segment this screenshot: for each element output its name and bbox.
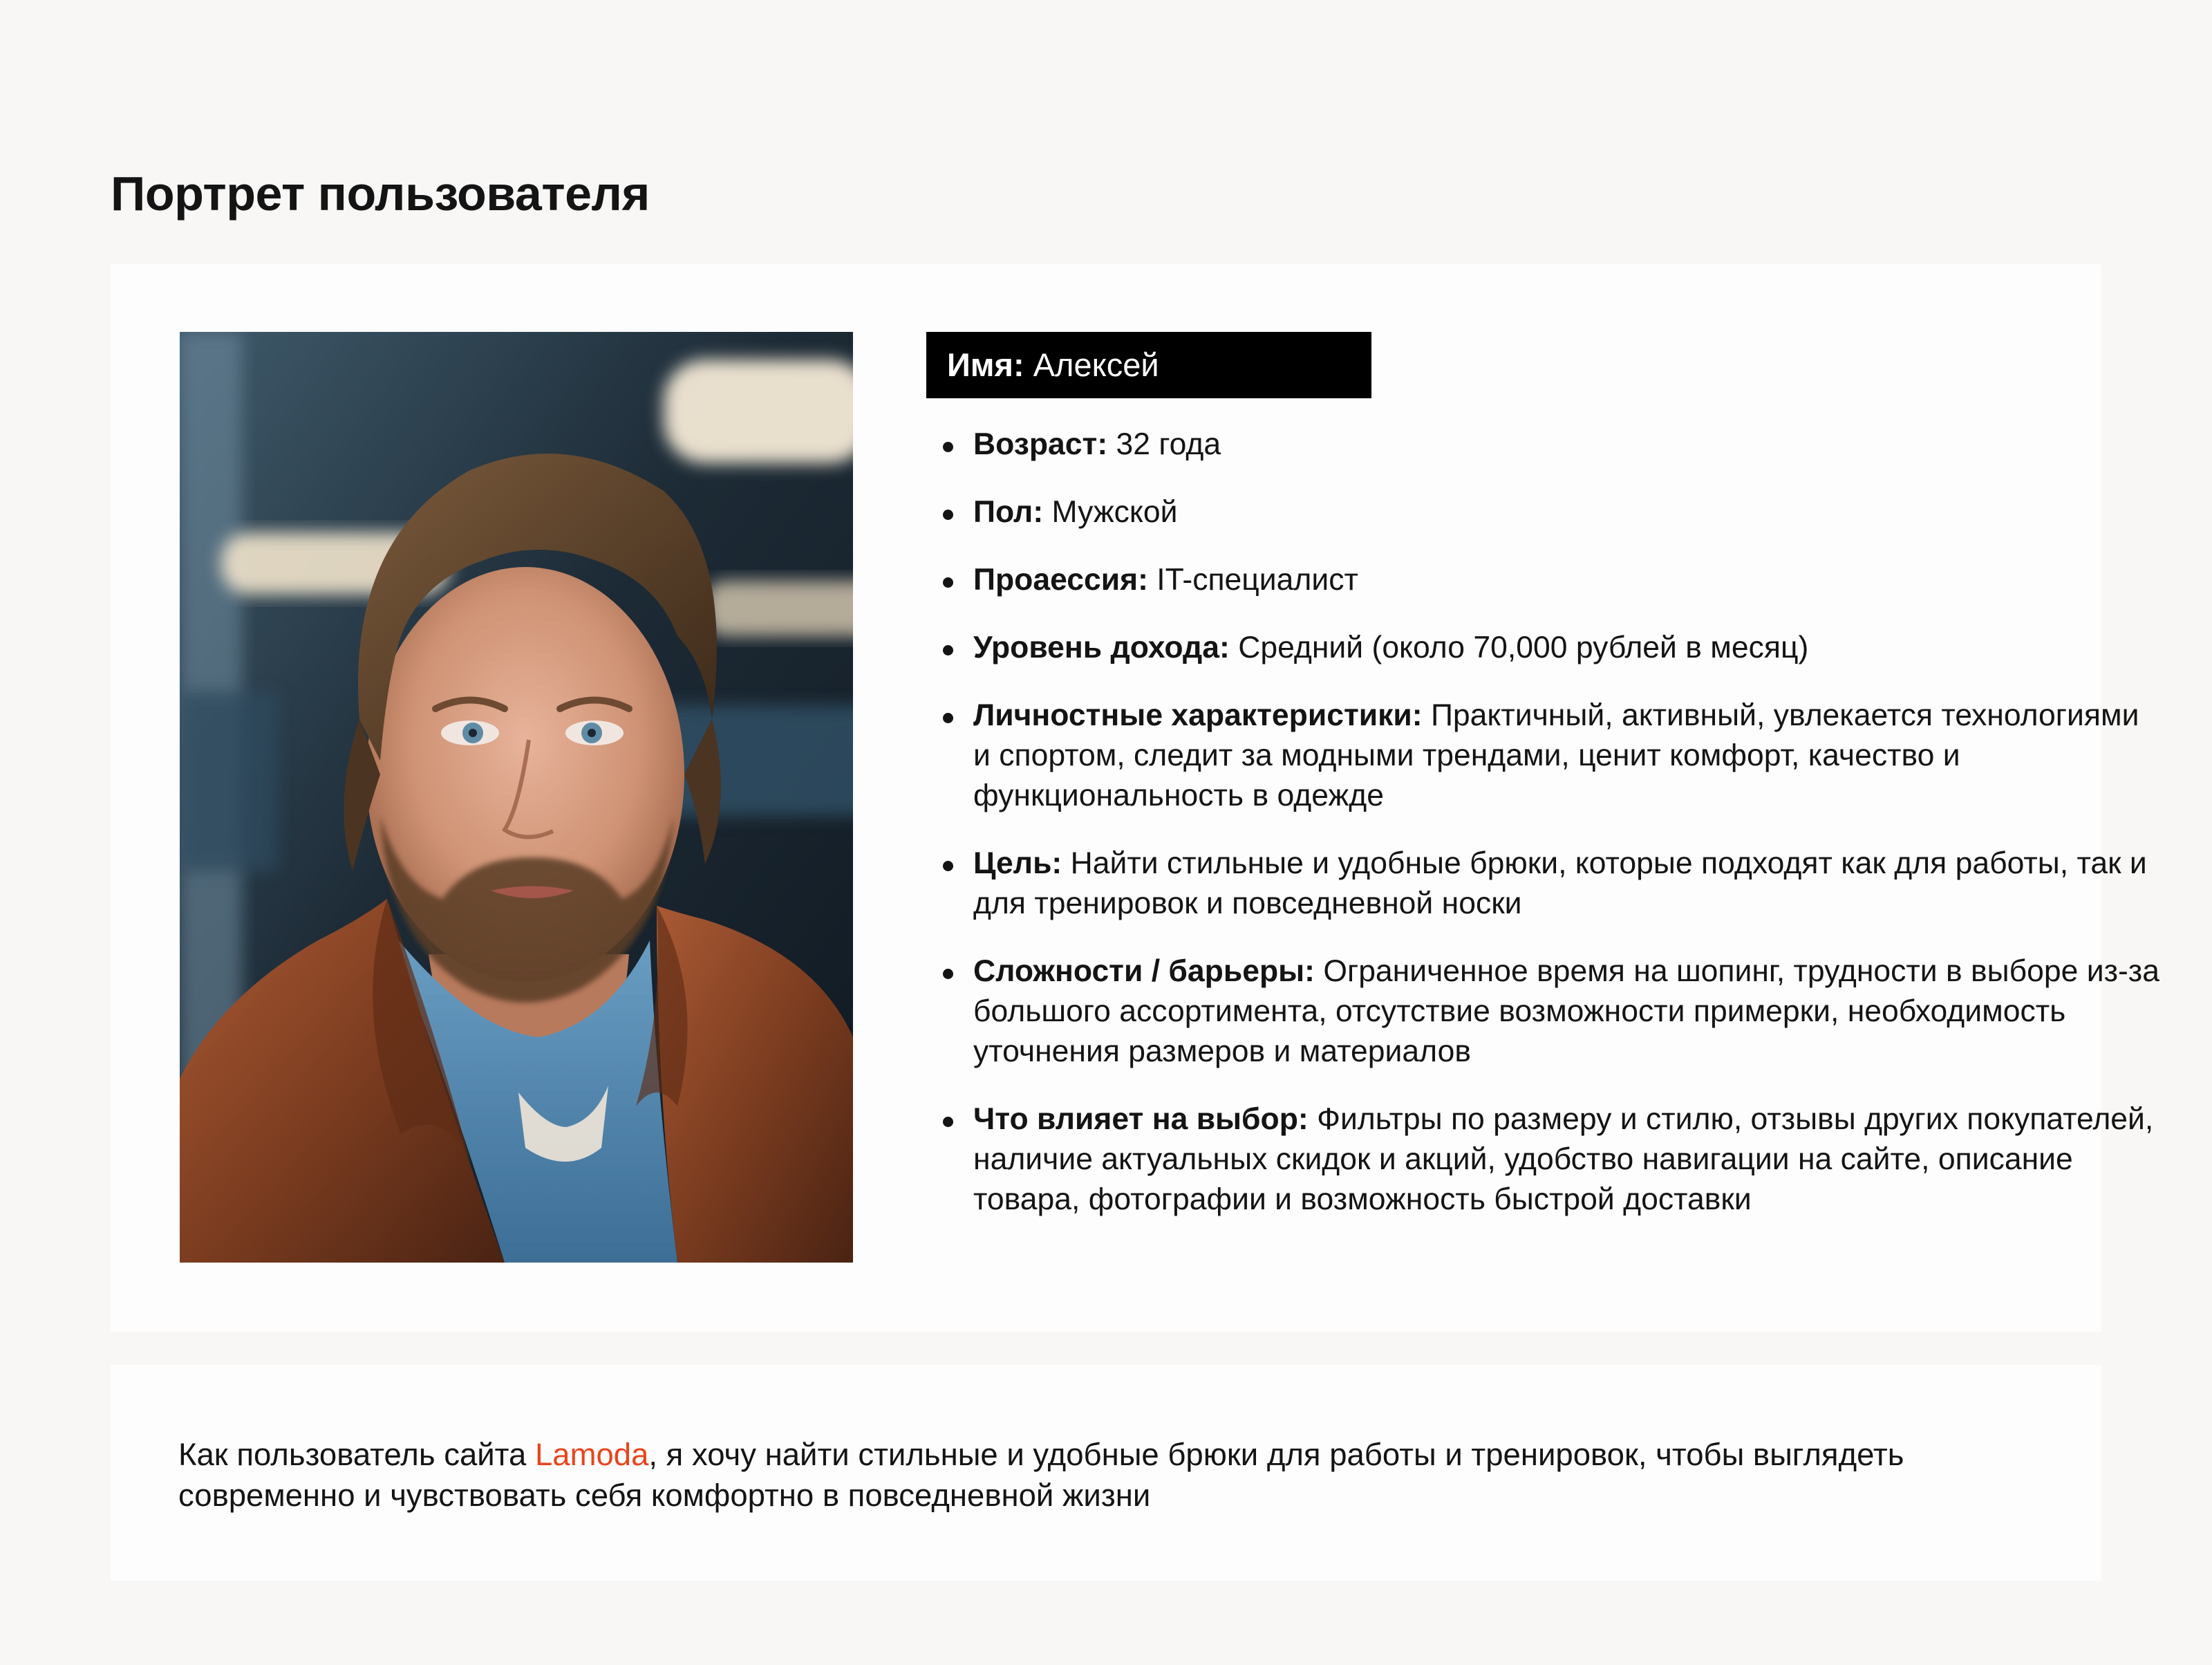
trait-value: Средний (около 70,000 рублей в месяц) xyxy=(1238,631,1809,664)
persona-card xyxy=(111,264,2159,1332)
name-label: Имя: xyxy=(947,346,1024,383)
persona-name-badge xyxy=(926,332,1371,398)
trait-label: Возраст: xyxy=(973,427,1108,461)
user-story-suffix: , я хочу найти стильные и удобные брюки для работы и тренировок, чтобы выглядеть современно и чувствовать себя комфортно в повседневной жизни xyxy=(178,1437,1904,1513)
trait-label: Цель: xyxy=(973,846,1062,880)
brand-name: Lamoda xyxy=(534,1437,649,1472)
trait-value: Найти стильные и удобные брюки, которые подходят как для работы, так и для тренировок и повседневной носки xyxy=(973,846,2147,920)
user-story-text xyxy=(178,1434,2003,1516)
trait-label: Что влияет на выбор: xyxy=(973,1102,1309,1136)
trait-income xyxy=(973,628,2162,668)
page-title: Портрет пользователя xyxy=(111,167,650,221)
trait-value: Практичный, активный, увлекается технологиями и спортом, следит за модными трендами, ценит комфорт, качество и функциональность в одежде xyxy=(973,698,2139,812)
trait-label: Личностные характеристики: xyxy=(973,698,1423,732)
trait-barriers xyxy=(973,951,2162,1072)
trait-value: Фильтры по размеру и стилю, отзывы других покупателей, наличие актуальных скидок и акций, удобство навигации на сайте, описание товара, фотографии и возможность быстрой доставки xyxy=(973,1102,2154,1216)
trait-label: Пол: xyxy=(973,495,1044,529)
user-story-card xyxy=(111,1365,2101,1581)
trait-label: Уровень дохода: xyxy=(973,631,1230,664)
persona-photo-illustration xyxy=(180,332,853,1263)
trait-label: Сложности / барьеры: xyxy=(973,954,1315,988)
trait-profession xyxy=(973,560,2162,600)
trait-label: Проаессия: xyxy=(973,563,1148,597)
trait-goal xyxy=(973,844,2162,924)
trait-choice-factors xyxy=(973,1099,2162,1220)
name-value: Алексей xyxy=(1033,346,1159,383)
persona-photo xyxy=(180,332,853,1263)
trait-value: Ограниченное время на шопинг, трудности в выборе из-за большого ассортимента, отсутствие возможности примерки, необходимость уточнения размеров и материалов xyxy=(973,954,2159,1068)
trait-value: 32 года xyxy=(1116,427,1221,461)
trait-value: IT-специалист xyxy=(1156,563,1358,597)
trait-age xyxy=(973,425,2162,465)
user-story-prefix: Как пользователь сайта xyxy=(178,1437,535,1472)
trait-personality xyxy=(973,696,2162,816)
trait-gender xyxy=(973,492,2162,532)
persona-traits-list xyxy=(973,425,2162,1247)
trait-value: Мужской xyxy=(1051,495,1178,529)
